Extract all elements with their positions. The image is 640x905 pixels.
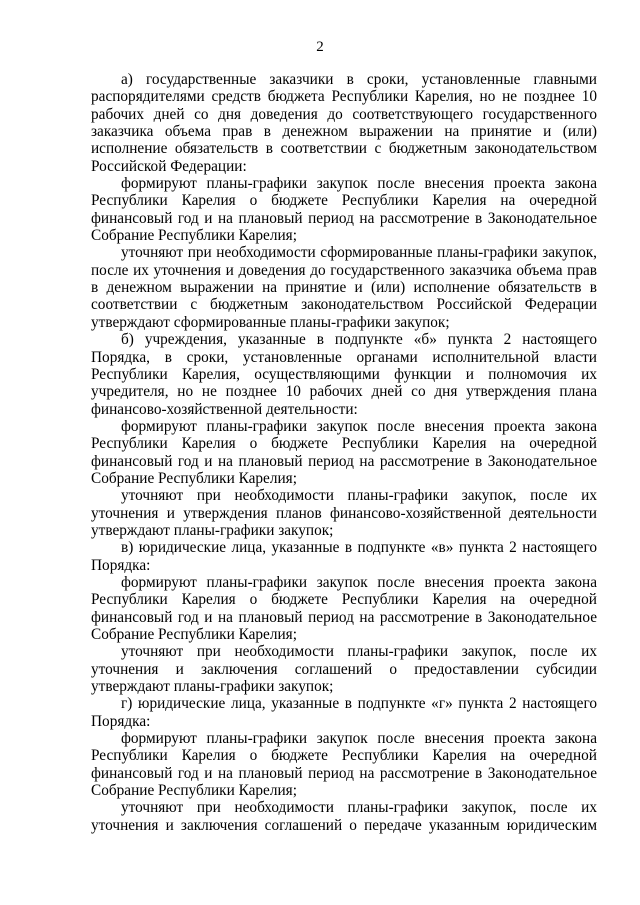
- document-body: [91, 71, 597, 834]
- paragraph-v-form: формируют планы-графики закупок после внесения проекта закона Республики Карелия о бюджете Республики Карелия на очередной финансовый год и на плановый период на рассмотрение в Законодательное Собрание Республики Карелия;: [91, 573, 597, 643]
- paragraph-g-clarify: уточняют при необходимости планы-графики закупок, после их уточнения и заключения соглашений о передаче указанным юридическим: [91, 799, 597, 834]
- page-number: 2: [316, 39, 324, 55]
- paragraph-v-clarify: уточняют при необходимости планы-графики закупок, после их уточнения и заключения соглашений о предоставлении субсидии утверждают планы-графики закупок;: [91, 643, 597, 696]
- paragraph-b-clarify: уточняют при необходимости планы-графики закупок, после их уточнения и утверждения планов финансово-хозяйственной деятельности утверждают планы-графики закупок;: [91, 487, 597, 539]
- paragraph-g-form: формируют планы-графики закупок после внесения проекта закона Республики Карелия о бюджете Республики Карелия на очередной финансовый год и на плановый период на рассмотрение в Законодательное Собрание Республики Карелия;: [91, 730, 597, 800]
- paragraph-v-intro: в) юридические лица, указанные в подпункте «в» пункта 2 настоящего Порядка:: [91, 539, 597, 574]
- paragraph-a-form: формируют планы-графики закупок после внесения проекта закона Республики Карелия о бюджете Республики Карелия на очередной финансовый год и на плановый период на рассмотрение в Законодательное Собрание Республики Карелия;: [91, 175, 597, 245]
- paragraph-b-form: формируют планы-графики закупок после внесения проекта закона Республики Карелия о бюджете Республики Карелия на очередной финансовый год и на плановый период на рассмотрение в Законодательное Собрание Республики Карелия;: [91, 417, 597, 487]
- paragraph-a-clarify: уточняют при необходимости сформированные планы-графики закупок, после их уточнения и доведения до государственного заказчика объема прав в денежном выражении на принятие и (или) исполнение обязательств в соответствии с бюджетным законодательством Российской Федерации утверждают сформированные планы-графики закупок;: [91, 244, 597, 331]
- paragraph-a-intro: а) государственные заказчики в сроки, установленные главными распорядителями средств бюджета Республики Карелия, но не позднее 10 рабочих дней со дня доведения до соответствующего государственного заказчика объема прав в денежном выражении на принятие и (или) исполнение обязательств в соответствии с бюджетным законодательством Российской Федерации:: [91, 71, 597, 175]
- paragraph-b-intro: б) учреждения, указанные в подпункте «б» пункта 2 настоящего Порядка, в сроки, установленные органами исполнительной власти Республики Карелия, осуществляющими функции и полномочия их учредителя, но не позднее 10 рабочих дней со дня утверждения плана финансово-хозяйственной деятельности:: [91, 331, 597, 418]
- paragraph-g-intro: г) юридические лица, указанные в подпункте «г» пункта 2 настоящего Порядка:: [91, 695, 597, 730]
